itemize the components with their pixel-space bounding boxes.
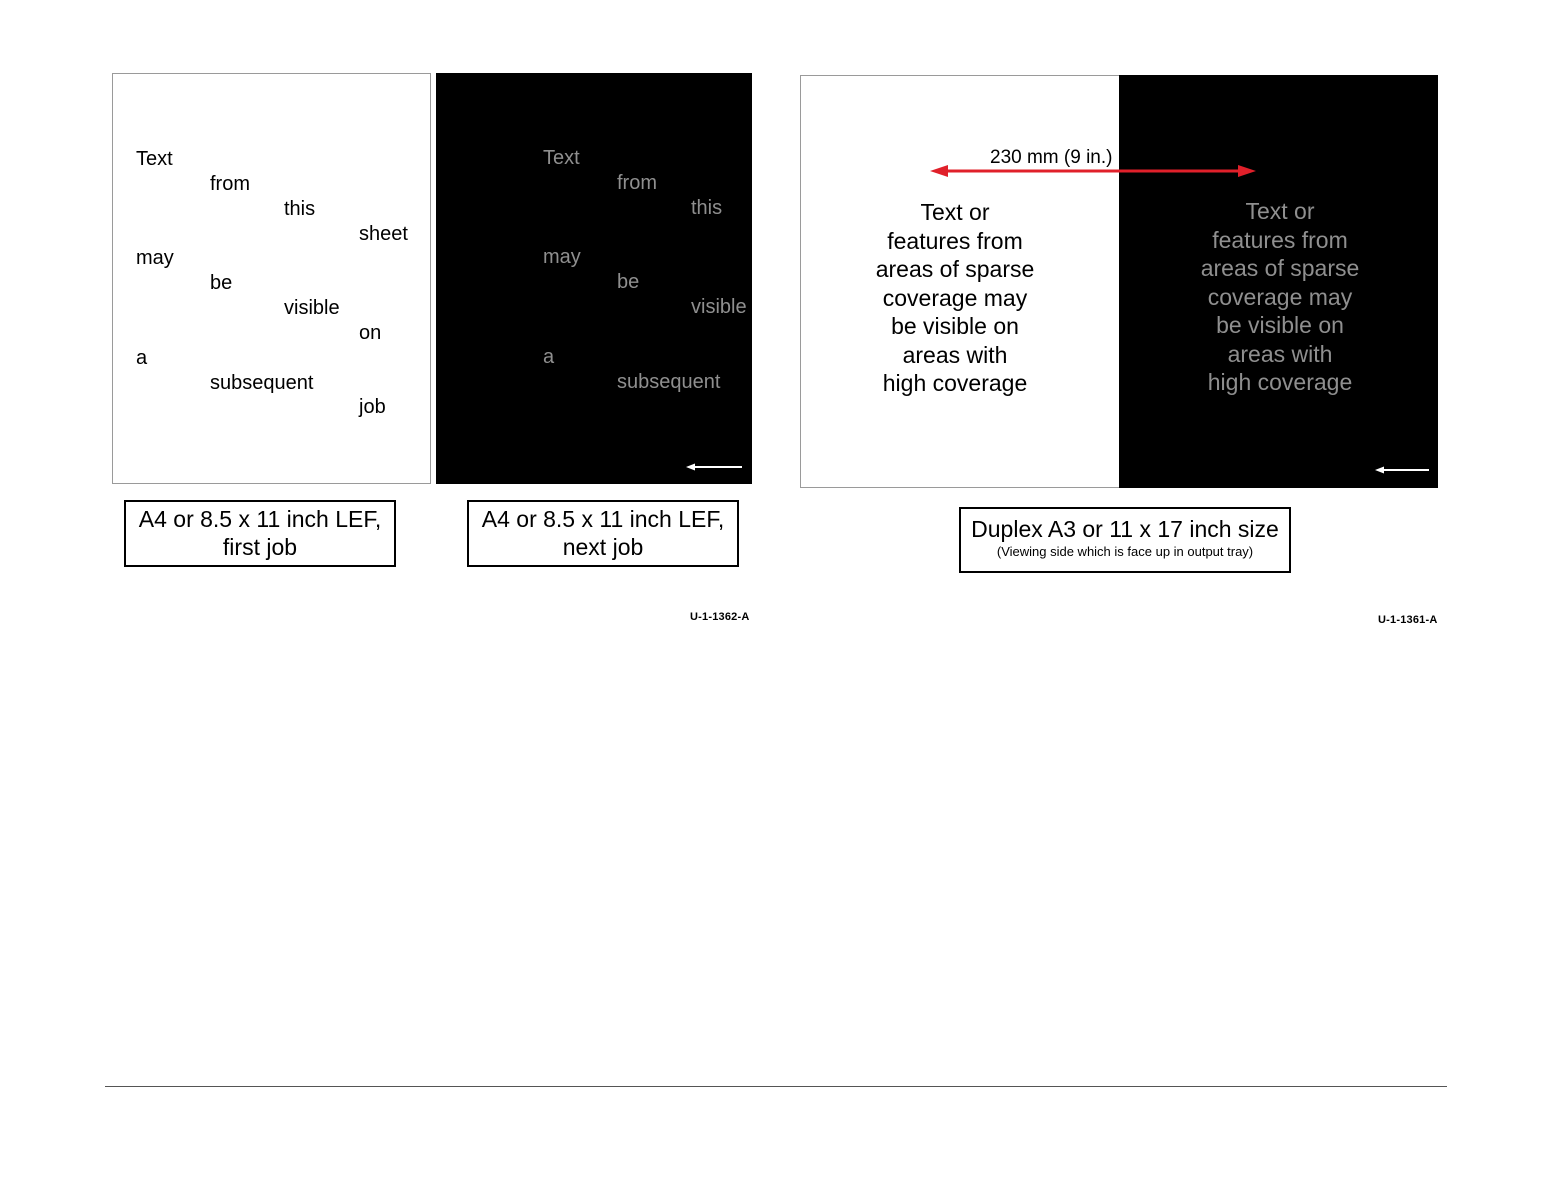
sheet-word: on [359,322,382,344]
caption-line: next job [562,534,644,560]
first-job-caption [124,500,396,567]
ghost-word: a [543,346,555,368]
next-job-sheet [436,73,752,484]
ghost-word: may [543,246,581,268]
sheet-word: visible [284,297,340,319]
caption-subline: (Viewing side which is face up in output tray) [996,544,1254,559]
duplex-caption [959,507,1291,573]
sparse-coverage-text: Text or features from areas of sparse coverage may be visible on areas with high coverage [875,199,1035,396]
caption-line: A4 or 8.5 x 11 inch LEF, [481,506,725,532]
sheet-word: this [284,198,316,220]
ghost-word: visible [691,296,747,318]
ghost-word: be [617,271,640,293]
dimension-arrow-icon [930,163,1256,179]
sheet-word: from [210,173,250,195]
ghost-word: subsequent [617,371,721,393]
caption-line: Duplex A3 or 11 x 17 inch size [971,516,1279,542]
figure-id: U-1-1362-A [690,611,750,623]
sheet-word: may [136,247,174,269]
sheet-word: sheet [359,223,408,245]
figure-id: U-1-1361-A [1378,614,1438,626]
caption-line: A4 or 8.5 x 11 inch LEF, [138,506,382,532]
next-job-caption [467,500,739,567]
sheet-word: job [359,396,386,418]
ghost-coverage-text: Text or features from areas of sparse coverage may be visible on areas with high coverage [1200,198,1360,395]
dimension-label: 230 mm (9 in.) [990,147,1113,168]
sheet-word: a [136,347,148,369]
duplex-sheet-dark-half [1119,75,1438,488]
sheet-word: be [210,272,233,294]
feed-direction-arrow-icon [686,461,746,473]
sheet-word: Text [136,148,173,170]
ghost-word: this [691,197,723,219]
caption-line: first job [222,534,298,560]
ghost-word: Text [543,147,580,169]
feed-direction-arrow-icon [1375,464,1431,476]
duplex-sheet-white-half [800,75,1120,488]
ghost-word: from [617,172,657,194]
first-job-sheet [112,73,431,484]
footer-rule [105,1086,1447,1087]
sheet-word: subsequent [210,372,314,394]
